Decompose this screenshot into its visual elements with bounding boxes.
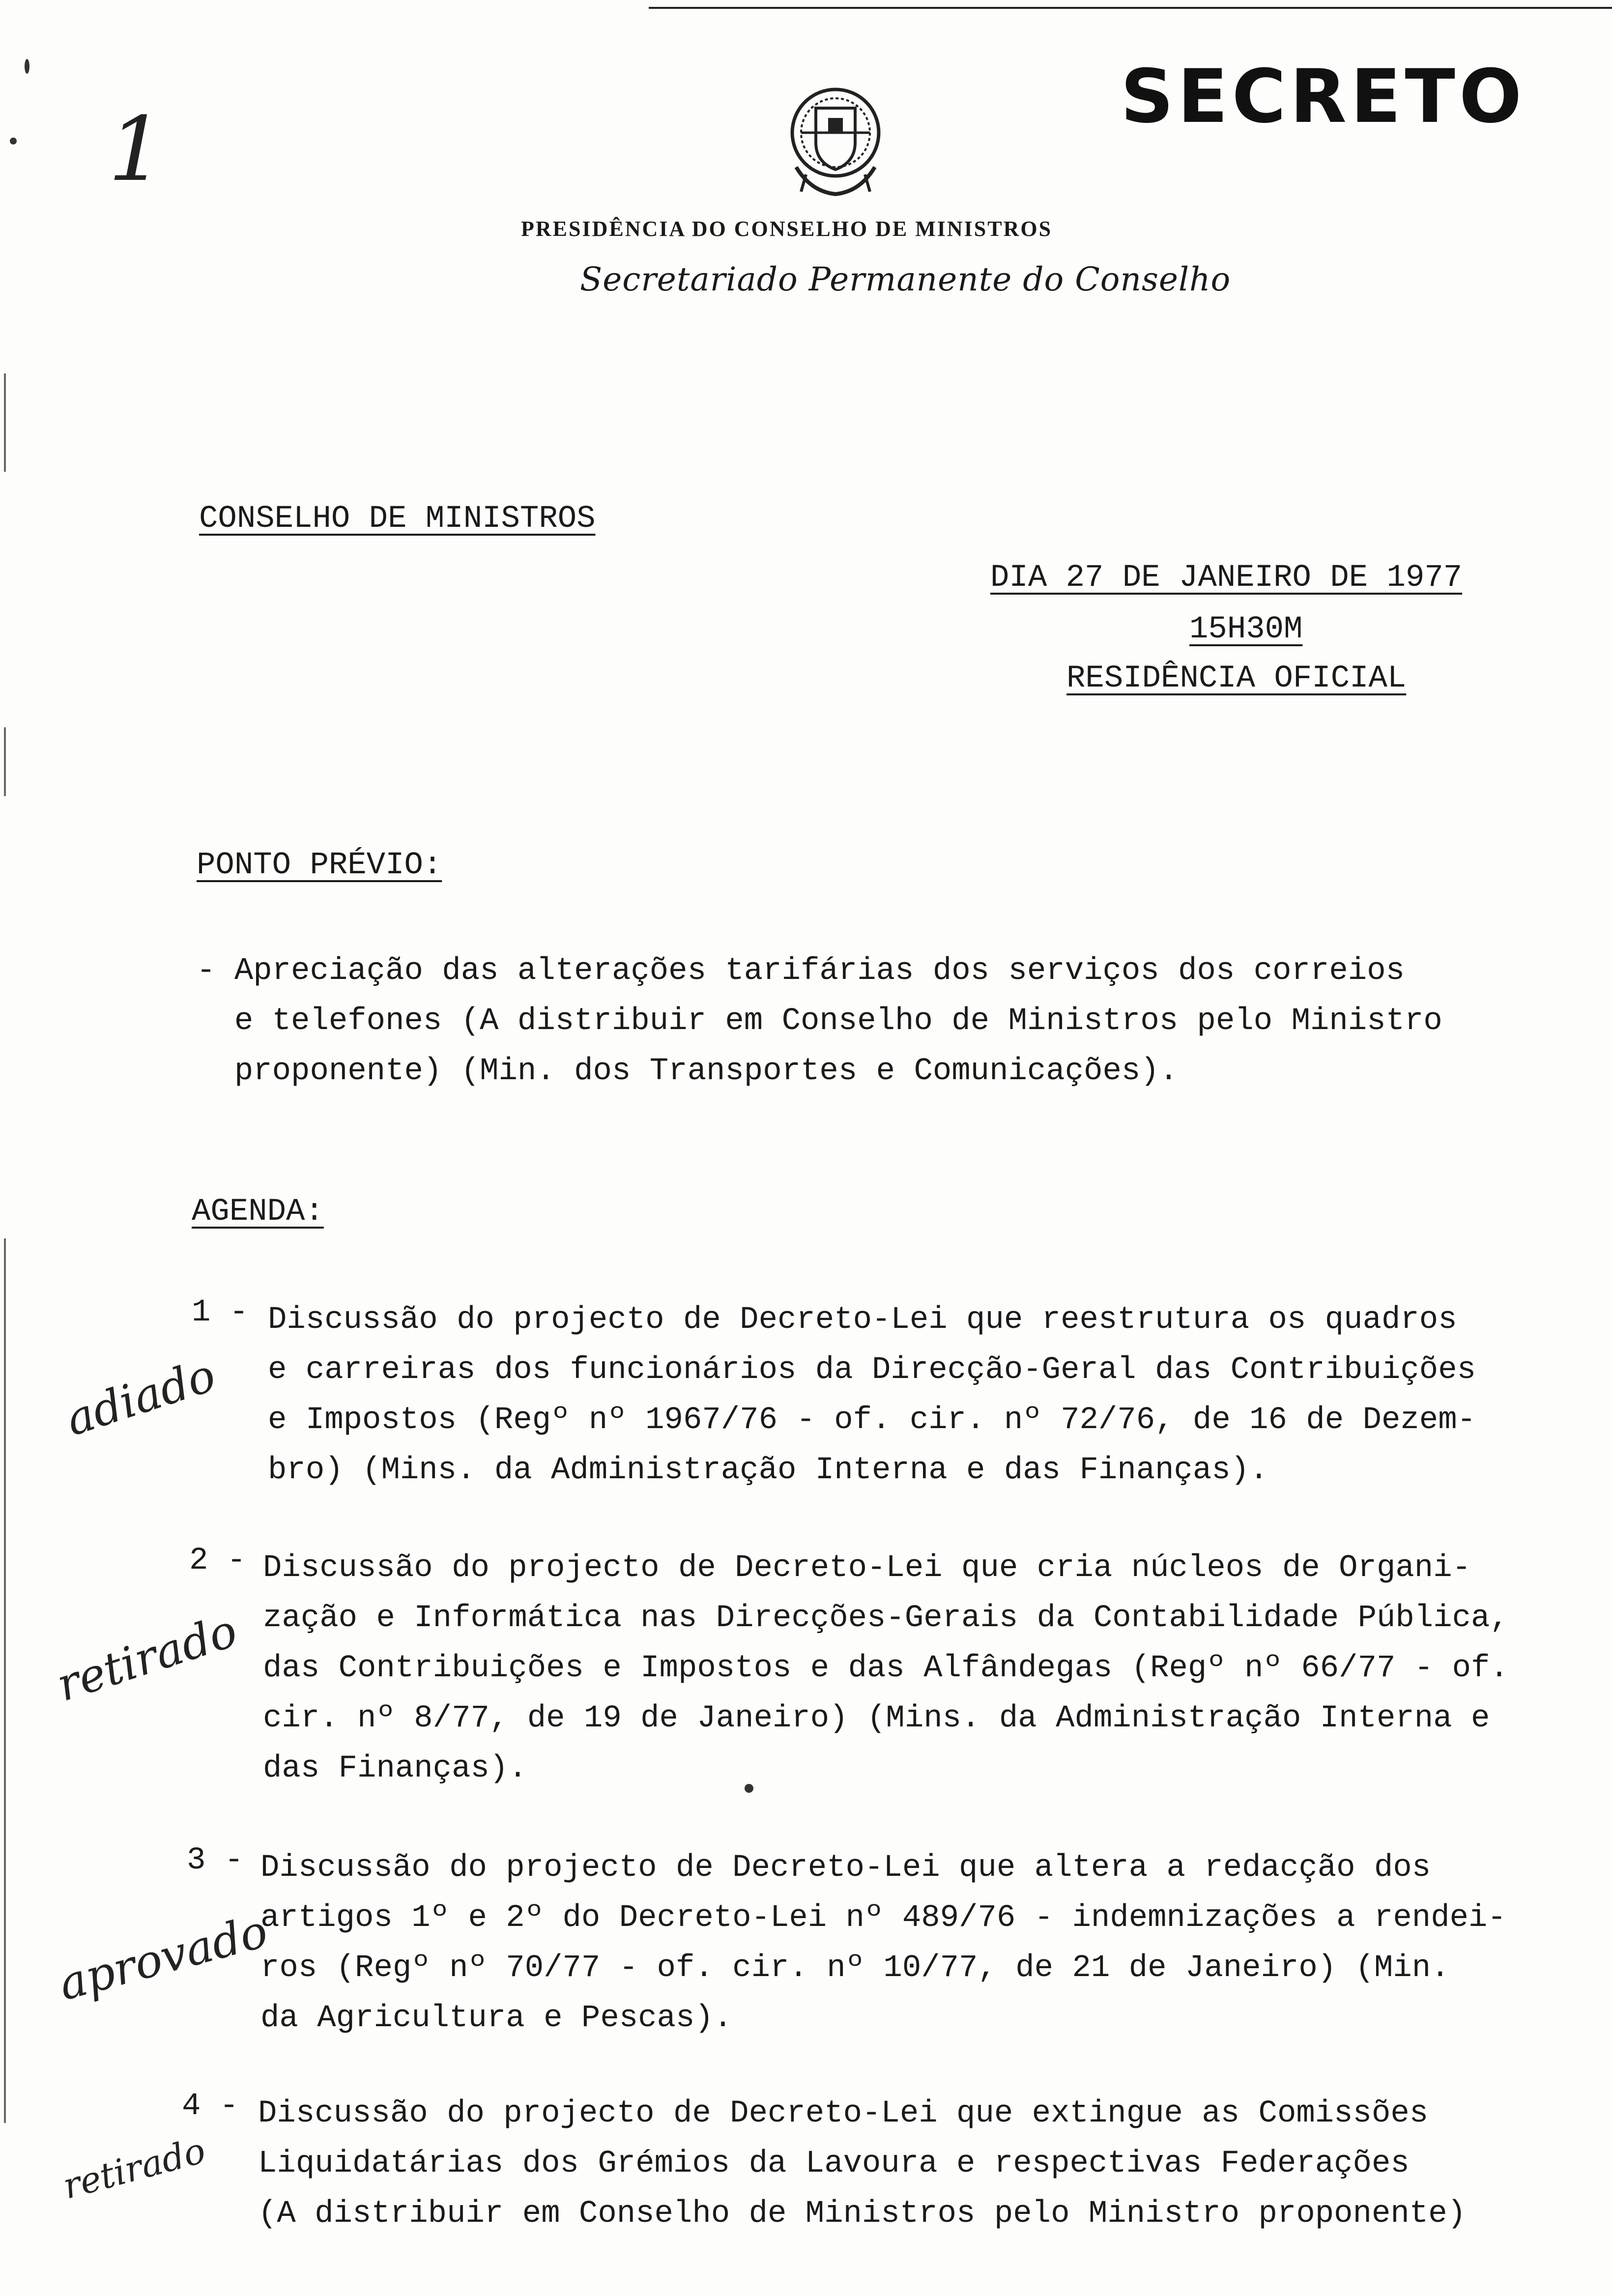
agenda-item-text: Discussão do projecto de Decreto-Lei que extingue as Comissões Liquidatárias dos Grémios da Lavoura e respectivas Federações (A distribuir em Conselho de Ministros pelo Ministro proponente) — [258, 2096, 1466, 2232]
presidency-heading: PRESIDÊNCIA DO CONSELHO DE MINISTROS — [521, 217, 1053, 241]
classification-stamp: SECRETO — [1121, 54, 1526, 140]
handwritten-note: retirado — [50, 1604, 244, 1712]
margin-mark — [4, 727, 6, 796]
secretariat-heading: Secretariado Permanente do Conselho — [580, 260, 1231, 298]
preliminary-heading: PONTO PRÉVIO: — [197, 848, 442, 883]
margin-mark — [4, 373, 6, 472]
scan-speck — [745, 1784, 753, 1793]
meeting-time: 15H30M — [1189, 612, 1303, 647]
margin-mark — [4, 1238, 6, 2123]
agenda-item-text: Discussão do projecto de Decreto-Lei que altera a redacção dos artigos 1º e 2º do Decreto-Lei nº 489/76 - indemnizações a rendei- ros (Regº nº 70/77 - of. cir. nº 10/77, de 21 de Janeiro) (Min. da Agricultura e Pescas). — [260, 1850, 1506, 2036]
scan-speck — [10, 138, 17, 144]
agenda-item-number: 3 - — [187, 1843, 244, 1878]
meeting-date: DIA 27 DE JANEIRO DE 1977 — [990, 560, 1463, 596]
scan-speck — [25, 59, 29, 74]
agenda-item-number: 1 - — [192, 1295, 249, 1330]
agenda-heading: AGENDA: — [192, 1194, 324, 1230]
agenda-item-text: Discussão do projecto de Decreto-Lei que reestrutura os quadros e carreiras dos funcionários da Direcção-Geral das Contribuições e Impostos (Regº nº 1967/76 - of. cir. nº 72/76, de 16 de Dezem- bro) (Mins. da Administração Interna e das Finanças). — [268, 1302, 1476, 1488]
handwritten-note: retirado — [58, 2129, 210, 2207]
meeting-title: CONSELHO DE MINISTROS — [199, 501, 596, 537]
agenda-item-text: Discussão do projecto de Decreto-Lei que cria núcleos de Organi- zação e Informática nas Direcções-Gerais da Contabilidade Pública, das Contribuições e Impostos e das Alfândegas (Regº nº 66/77 - of. cir. nº 8/77, de 19 de Janeiro) (Mins. da Administração Interna e das Finanças). — [263, 1550, 1509, 1786]
agenda-item-number: 4 - — [182, 2089, 239, 2124]
coat-of-arms-icon — [781, 79, 890, 201]
handwritten-note: aprovado — [53, 1904, 273, 2011]
page-number-handwritten: 1 — [108, 98, 165, 201]
handwritten-note: adiado — [59, 1349, 222, 1446]
preliminary-text: - Apreciação das alterações tarifárias dos serviços dos correios e telefones (A distribuir em Conselho de Ministros pelo Ministro proponente) (Min. dos Transportes e Comunicações). — [197, 953, 1442, 1089]
agenda-item-number: 2 - — [189, 1543, 246, 1578]
top-rule — [649, 7, 1612, 9]
meeting-place: RESIDÊNCIA OFICIAL — [1066, 661, 1407, 696]
